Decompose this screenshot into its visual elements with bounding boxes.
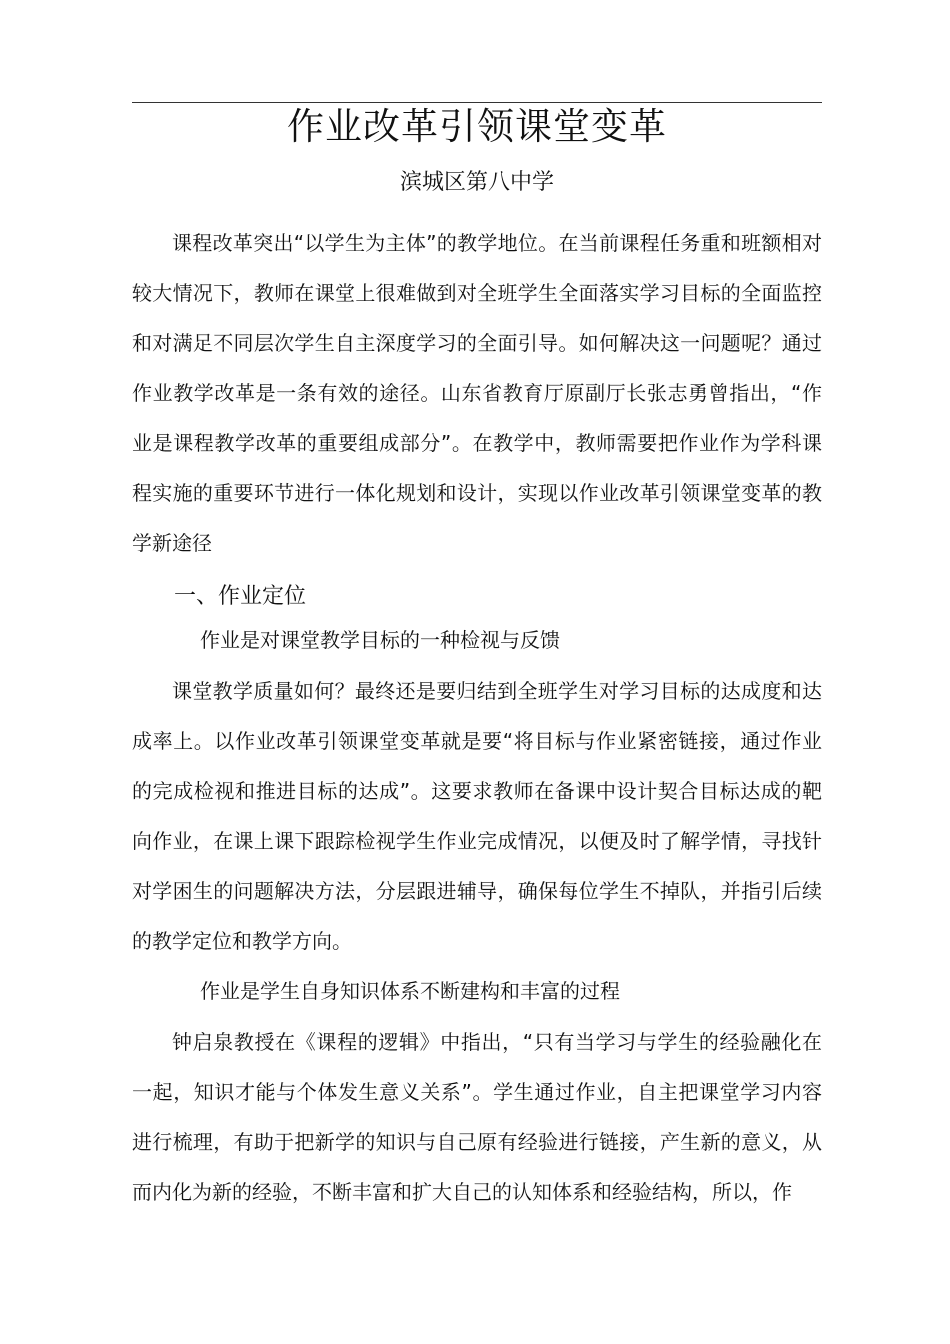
- document-author: 滨城区第八中学: [399, 170, 554, 195]
- body-paragraph: 钟启泉教授在《课程的逻辑》中指出，“只有当学习与学生的经验融化在一起，知识才能与个体发生意义关系”。学生通过作业，自主把课堂学习内容进行梳理，有助于把新学的知识与自己原有经验进行链接，产生新的意义，从而内化为新的经验，不断丰富和扩大自己的认知体系和经验结构，所以，作: [132, 1030, 822, 1204]
- intro-paragraph: 课程改革突出“以学生为主体”的教学地位。在当前课程任务重和班额相对较大情况下，教师在课堂上很难做到对全班学生全面落实学习目标的全面监控和对满足不同层次学生自主深度学习的全面引导。如何解决这一问题呢？通过作业教学改革是一条有效的途径。山东省教育厅原副厅长张志勇曾指出，“作业是课程教学改革的重要组成部分”。在教学中，教师需要把作业作为学科课程实施的重要环节进行一体化规划和设计，实现以作业改革引领课堂变革的教学新途径: [132, 231, 822, 555]
- subsection-heading: 作业是对课堂教学目标的一种检视与反馈: [200, 628, 560, 652]
- document-title: 作业改革引领课堂变革: [287, 105, 667, 148]
- header-rule: [132, 102, 822, 103]
- body-paragraph: 课堂教学质量如何？最终还是要归结到全班学生对学习目标的达成度和达成率上。以作业改革引领课堂变革就是要“将目标与作业紧密链接，通过作业的完成检视和推进目标的达成”。这要求教师在备课中设计契合目标达成的靶向作业，在课上课下跟踪检视学生作业完成情况，以便及时了解学情，寻找针对学困生的问题解决方法，分层跟进辅导，确保每位学生不掉队，并指引后续的教学定位和教学方向。: [132, 679, 822, 953]
- section-heading: 一、作业定位: [174, 584, 307, 609]
- subsection-heading: 作业是学生自身知识体系不断建构和丰富的过程: [200, 979, 620, 1003]
